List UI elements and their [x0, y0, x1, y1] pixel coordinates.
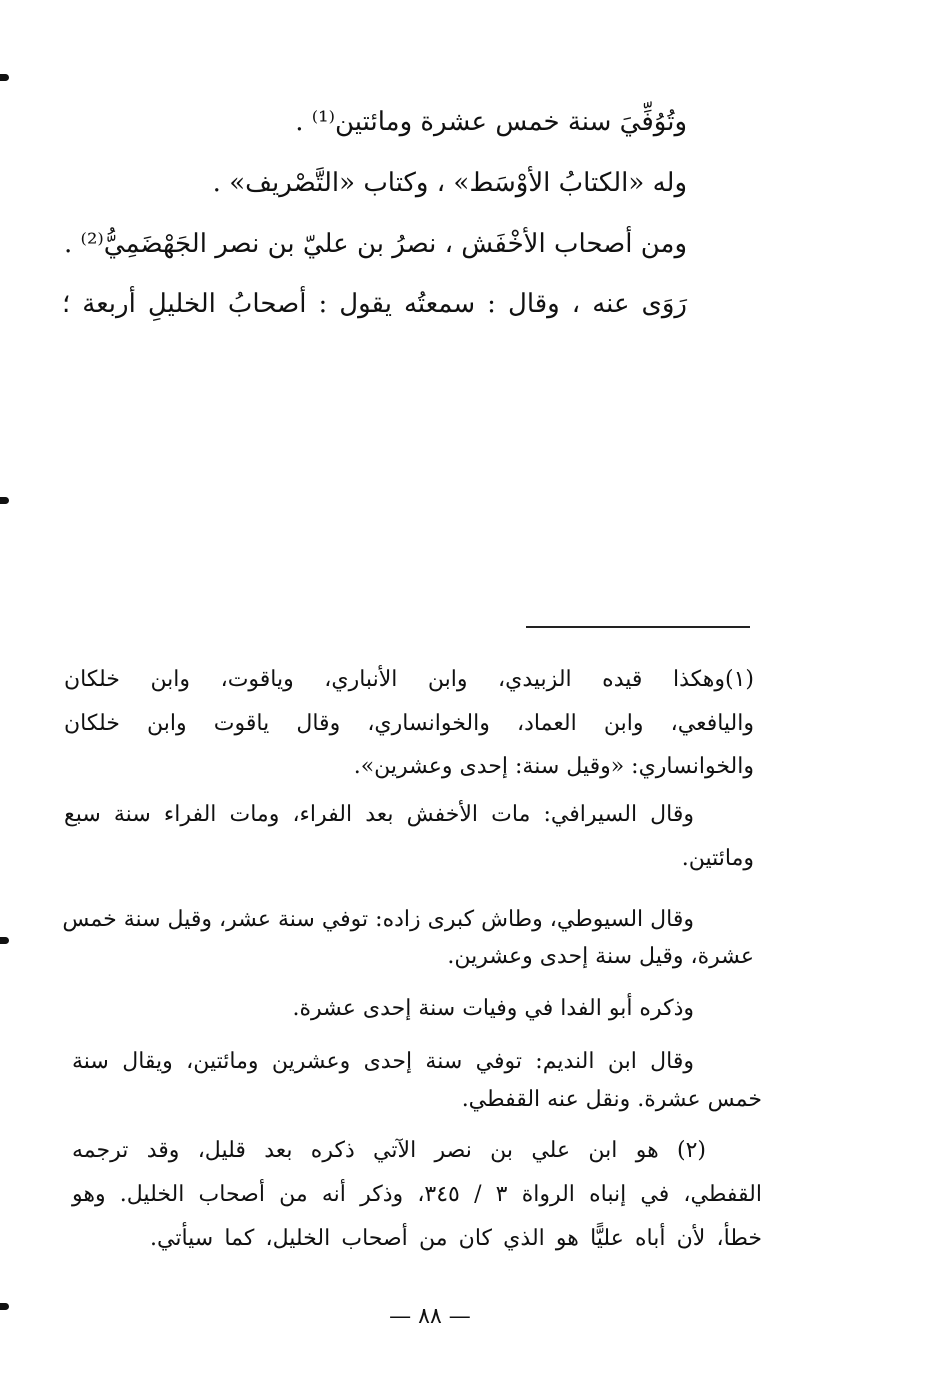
- footnote-line: وقال السيرافي: مات الأخفش بعد الفراء، ومات الفراء سنة سبع: [64, 802, 694, 827]
- footnote-line: عشرة، وقيل سنة إحدى وعشرين.: [447, 944, 754, 969]
- footnote-line: وذكره أبو الفدا في وفيات سنة إحدى عشرة.: [292, 996, 694, 1021]
- edge-mark: [0, 1303, 9, 1310]
- footnote-line: القفطي، في إنباه الرواة ٣ / ٣٤٥، وذكر أنه من أصحاب الخليل. وهو: [72, 1182, 762, 1207]
- footnote-line: خمس عشرة. ونقل عنه القفطي.: [461, 1087, 762, 1112]
- main-text-line: وله «الكتابُ الأوْسَط» ، وكتاب «التَّصْريف» .: [212, 168, 687, 198]
- footnote-line: خطأ، لأن أباه عليًّا هو الذي كان من أصحاب الخليل، كما سيأتي.: [150, 1226, 762, 1251]
- footnote-line: واليافعي، وابن العماد، والخوانساري، وقال ياقوت وابن خلكان: [64, 711, 754, 736]
- footnote-line: ومائتين.: [681, 846, 754, 871]
- footnote-line: (٢) هو ابن علي بن نصر الآتي ذكره بعد قليل، وقد ترجمه: [72, 1138, 706, 1163]
- main-text-line: وتُوُفِّيَ سنة خمس عشرة ومائتين⁽¹⁾ .: [295, 107, 687, 137]
- main-text-line: رَوَى عنه ، وقال : سمعتُه يقول : أصحابُ الخليلِ أربعة ؛: [62, 289, 687, 319]
- footnote-line: (١)وهكذا قيده الزبيدي، وابن الأنباري، وياقوت، وابن خلكان: [64, 667, 754, 692]
- edge-mark: [0, 937, 9, 944]
- main-text-line: ومن أصحاب الأخْفَش ، نصرُ بن عليّ بن نصر الجَهْضَمِيُّ⁽²⁾ .: [64, 229, 687, 259]
- edge-mark: [0, 74, 9, 81]
- footnote-line: والخوانساري: «وقيل سنة: إحدى وعشرين».: [353, 754, 754, 779]
- edge-mark: [0, 497, 9, 504]
- footnote-line: وقال ابن النديم: توفي سنة إحدى وعشرين ومائتين، ويقال سنة: [72, 1049, 694, 1074]
- page-number: — ٨٨ —: [389, 1304, 471, 1329]
- footnote-line: وقال السيوطي، وطاش كبرى زاده: توفي سنة عشر، وقيل سنة خمس: [62, 907, 694, 932]
- footnote-separator: [526, 626, 750, 628]
